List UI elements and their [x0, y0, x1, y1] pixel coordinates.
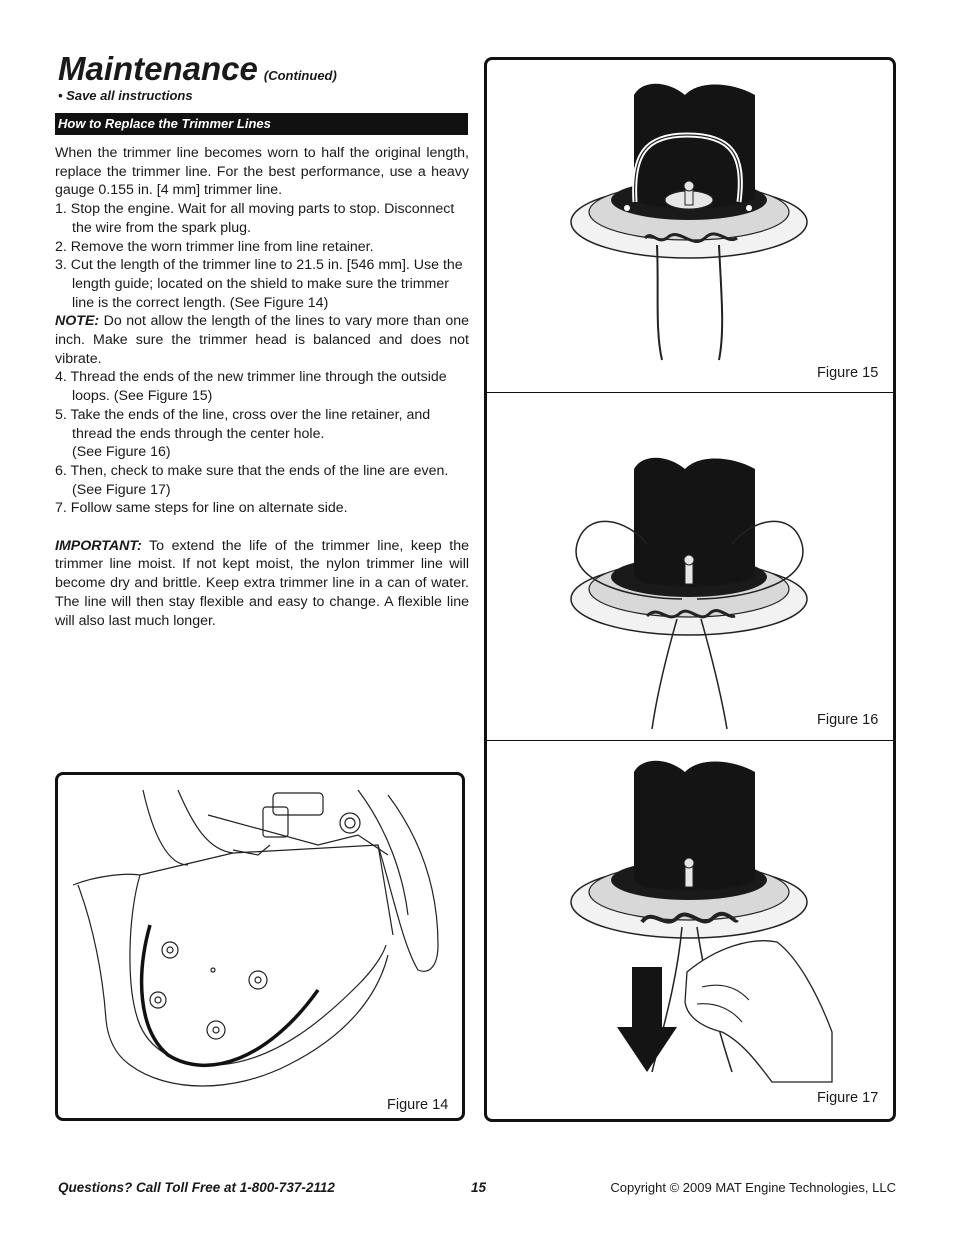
page-title-block — [58, 52, 337, 85]
figure-14-illustration — [58, 775, 465, 1121]
page-title: Maintenance — [58, 50, 258, 87]
step-5: 5. Take the ends of the line, cross over the line retainer, and thread the ends through the center hole. — [55, 406, 431, 442]
step-1: 1. Stop the engine. Wait for all moving parts to stop. Disconnect the wire from the spark plug. — [55, 201, 455, 236]
footer-copyright: Copyright © 2009 MAT Engine Technologies, LLC — [610, 1180, 896, 1195]
figure-15-illustration — [487, 60, 893, 392]
figure-15-panel — [487, 60, 893, 392]
figure-16-panel — [487, 394, 893, 740]
step-2: 2. Remove the worn trimmer line from line retainer. — [55, 238, 374, 255]
figure-15-label: Figure 15 — [817, 365, 879, 381]
figure-divider — [487, 392, 893, 393]
section-heading: How to Replace the Trimmer Lines — [55, 113, 468, 135]
footer-phone: Questions? Call Toll Free at 1-800-737-2112 — [58, 1180, 335, 1195]
note-paragraph — [55, 312, 469, 368]
step-3: 3. Cut the length of the trimmer line to 21.5 in. [546 mm]. Use the length guide; located on the shield to make sure the trimmer line is the correct length. (See Figure 14) — [55, 257, 463, 311]
figure-16-label: Figure 16 — [817, 712, 879, 728]
continued-label: (Continued) — [263, 68, 337, 83]
step-7: 7. Follow same steps for line on alternate side. — [55, 500, 348, 517]
note-label: NOTE: — [55, 313, 100, 330]
note-text: Do not allow the length of the lines to vary more than one inch. Make sure the trimmer head is balanced and does not vibrate. — [55, 313, 469, 367]
instructions-text — [55, 144, 469, 630]
page-number: 15 — [471, 1180, 487, 1195]
figure-14-box — [55, 772, 465, 1121]
figure-14-label: Figure 14 — [387, 1097, 449, 1113]
figure-divider — [487, 740, 893, 741]
step-5-ref: (See Figure 16) — [72, 444, 171, 461]
important-text: To extend the life of the trimmer line, keep the trimmer line moist. If not kept moist, the nylon trimmer line will become dry and brittle. Keep extra trimmer line in a can of water. The line will then stay flexible and easy to change. A flexible line will also last much longer. — [55, 537, 469, 629]
figure-16-illustration — [487, 394, 893, 740]
figure-17-label: Figure 17 — [817, 1090, 879, 1106]
important-label: IMPORTANT: — [55, 537, 142, 554]
intro-paragraph: When the trimmer line becomes worn to half the original length, replace the trimmer line. For the best performance, use a heavy gauge 0.155 in. [4 mm] trimmer line. — [55, 145, 469, 199]
figures-column — [484, 57, 896, 1122]
figure-17-panel — [487, 742, 893, 1122]
figure-17-illustration — [487, 742, 893, 1122]
step-4: 4. Thread the ends of the new trimmer line through the outside loops. (See Figure 15) — [55, 369, 447, 405]
important-paragraph — [55, 537, 469, 631]
step-6: 6. Then, check to make sure that the ends of the line are even. (See Figure 17) — [55, 462, 449, 498]
subtitle: • Save all instructions — [58, 88, 193, 103]
